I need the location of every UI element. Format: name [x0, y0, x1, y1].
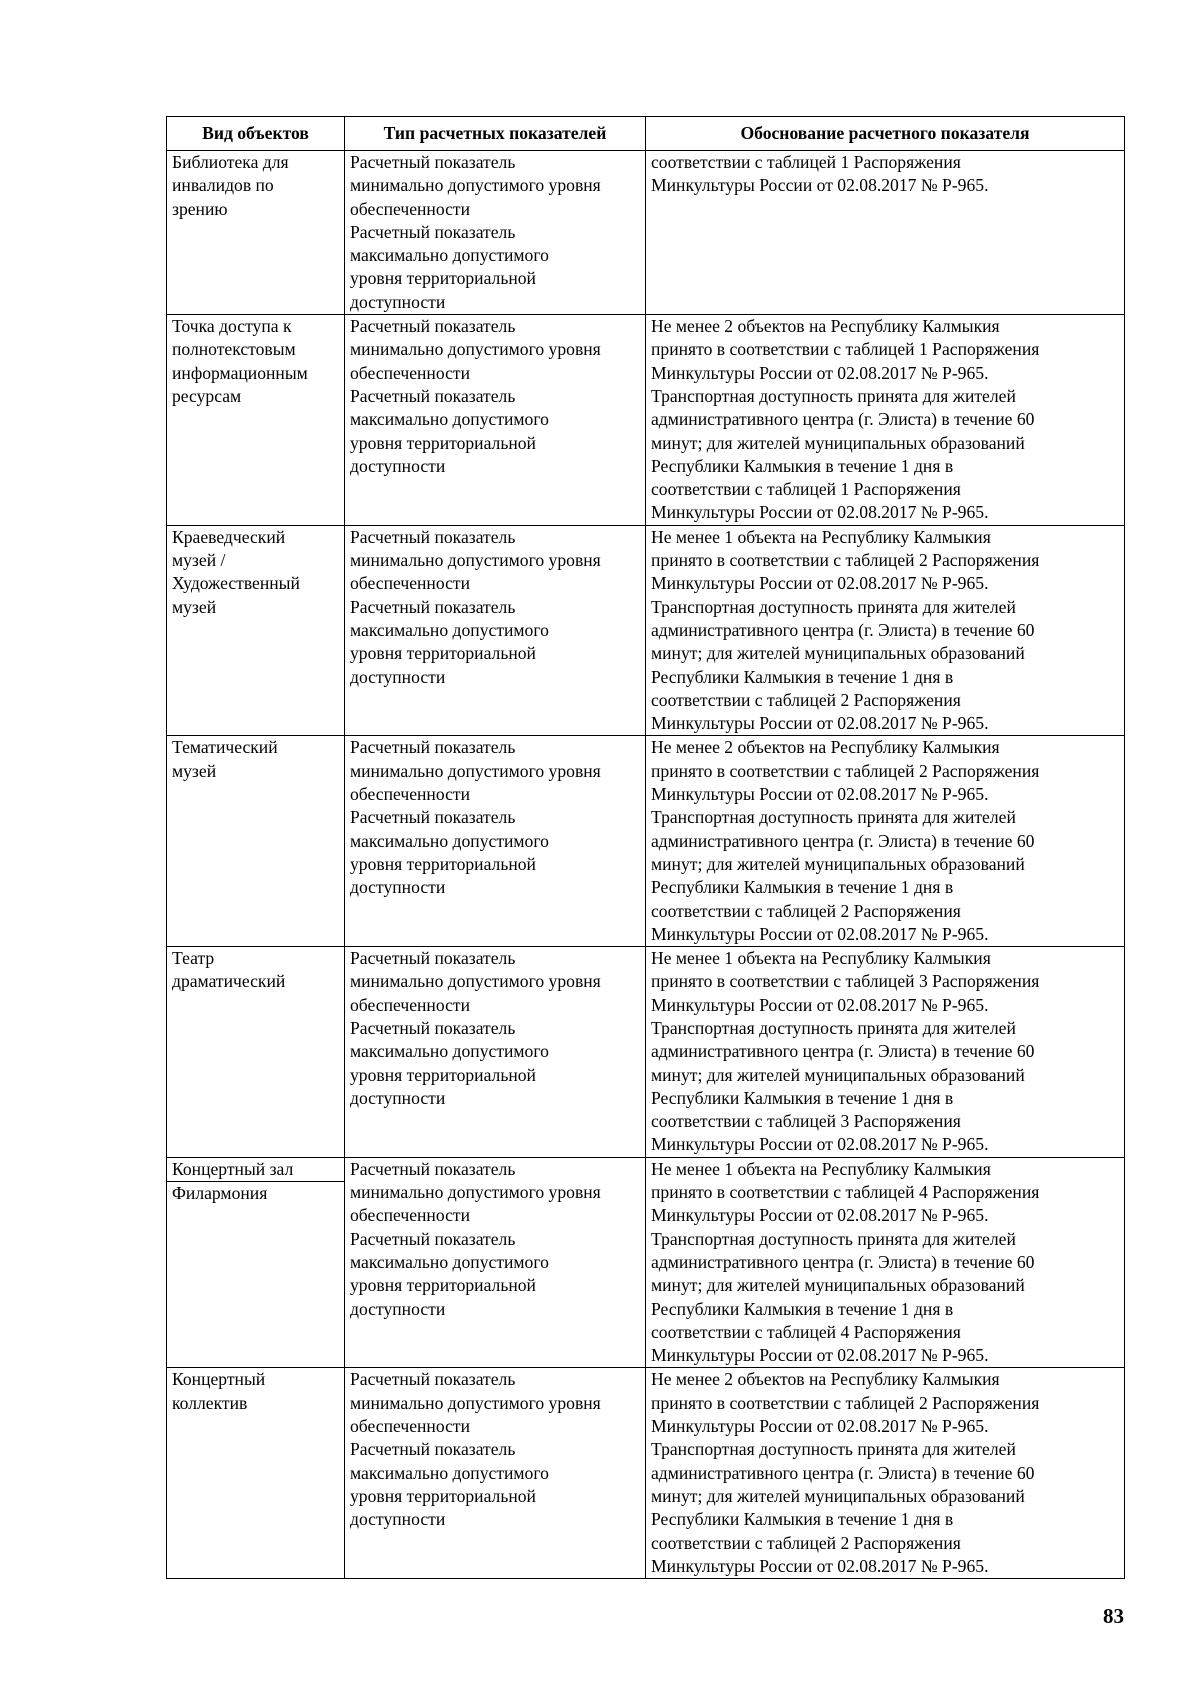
- indicator-type-cell: Расчетный показатель минимально допустимого уровня обеспеченности Расчетный показатель максимально допустимого уровня территориальной доступности: [345, 1157, 646, 1368]
- indicator-type-cell: Расчетный показатель минимально допустимого уровня обеспеченности Расчетный показатель максимально допустимого уровня территориальной доступности: [345, 525, 646, 736]
- indicator-basis-cell: соответствии с таблицей 1 Распоряжения Минкультуры России от 02.08.2017 № Р-965.: [646, 151, 1125, 315]
- object-kind-cell: Концертный коллектив: [167, 1368, 345, 1579]
- indicators-table: [166, 116, 1125, 1579]
- page-number: 83: [1103, 1604, 1124, 1628]
- object-kind-philharmonic: Филармония: [172, 1183, 268, 1204]
- table-row: [167, 947, 1125, 1158]
- indicator-type-cell: Расчетный показатель минимально допустимого уровня обеспеченности Расчетный показатель максимально допустимого уровня территориальной доступности: [345, 1368, 646, 1579]
- object-kind-cell: [167, 1157, 345, 1368]
- table-row: [167, 525, 1125, 736]
- indicator-basis-cell: Не менее 1 объекта на Республику Калмыкия принято в соответствии с таблицей 2 Распоряжения Минкультуры России от 02.08.2017 № Р-965. Транспортная доступность принята для жителей административного центра (г. Элиста) в течение 60 минут; для жителей муниципальных образований Республики Калмыкия в течение 1 дня в соответствии с таблицей 2 Распоряжения Минкультуры России от 02.08.2017 № Р-965.: [646, 525, 1125, 736]
- indicator-basis-cell: Не менее 2 объектов на Республику Калмыкия принято в соответствии с таблицей 2 Распоряжения Минкультуры России от 02.08.2017 № Р-965. Транспортная доступность принята для жителей административного центра (г. Элиста) в течение 60 минут; для жителей муниципальных образований Республики Калмыкия в течение 1 дня в соответствии с таблицей 2 Распоряжения Минкультуры России от 02.08.2017 № Р-965.: [646, 736, 1125, 947]
- indicator-basis-cell: Не менее 1 объекта на Республику Калмыкия принято в соответствии с таблицей 3 Распоряжения Минкультуры России от 02.08.2017 № Р-965. Транспортная доступность принята для жителей административного центра (г. Элиста) в течение 60 минут; для жителей муниципальных образований Республики Калмыкия в течение 1 дня в соответствии с таблицей 3 Распоряжения Минкультуры России от 02.08.2017 № Р-965.: [646, 947, 1125, 1158]
- indicator-type-cell: Расчетный показатель минимально допустимого уровня обеспеченности Расчетный показатель максимально допустимого уровня территориальной доступности: [345, 151, 646, 315]
- header-indicator-type: Тип расчетных показателей: [345, 117, 646, 151]
- object-kind-concert-hall: Концертный зал: [167, 1158, 344, 1182]
- table-header-row: [167, 117, 1125, 151]
- indicator-type-cell: Расчетный показатель минимально допустимого уровня обеспеченности Расчетный показатель максимально допустимого уровня территориальной доступности: [345, 315, 646, 526]
- table-row: [167, 736, 1125, 947]
- indicator-type-cell: Расчетный показатель минимально допустимого уровня обеспеченности Расчетный показатель максимально допустимого уровня территориальной доступности: [345, 736, 646, 947]
- table-row: [167, 1157, 1125, 1368]
- header-object-kind: Вид объектов: [167, 117, 345, 151]
- header-indicator-basis: Обоснование расчетного показателя: [646, 117, 1125, 151]
- object-kind-cell: Краеведческий музей / Художественный музей: [167, 525, 345, 736]
- object-kind-cell: Точка доступа к полнотекстовым информационным ресурсам: [167, 315, 345, 526]
- indicator-basis-cell: Не менее 2 объектов на Республику Калмыкия принято в соответствии с таблицей 2 Распоряжения Минкультуры России от 02.08.2017 № Р-965. Транспортная доступность принята для жителей административного центра (г. Элиста) в течение 60 минут; для жителей муниципальных образований Республики Калмыкия в течение 1 дня в соответствии с таблицей 2 Распоряжения Минкультуры России от 02.08.2017 № Р-965.: [646, 1368, 1125, 1579]
- object-kind-cell: Тематический музей: [167, 736, 345, 947]
- object-kind-cell: Библиотека для инвалидов по зрению: [167, 151, 345, 315]
- indicator-basis-cell: Не менее 2 объектов на Республику Калмыкия принято в соответствии с таблицей 1 Распоряжения Минкультуры России от 02.08.2017 № Р-965. Транспортная доступность принята для жителей административного центра (г. Элиста) в течение 60 минут; для жителей муниципальных образований Республики Калмыкия в течение 1 дня в соответствии с таблицей 1 Распоряжения Минкультуры России от 02.08.2017 № Р-965.: [646, 315, 1125, 526]
- table-row: [167, 315, 1125, 526]
- table-row: [167, 151, 1125, 315]
- indicator-type-cell: Расчетный показатель минимально допустимого уровня обеспеченности Расчетный показатель максимально допустимого уровня территориальной доступности: [345, 947, 646, 1158]
- table-row: [167, 1368, 1125, 1579]
- object-kind-cell: Театр драматический: [167, 947, 345, 1158]
- indicator-basis-cell: Не менее 1 объекта на Республику Калмыкия принято в соответствии с таблицей 4 Распоряжения Минкультуры России от 02.08.2017 № Р-965. Транспортная доступность принята для жителей административного центра (г. Элиста) в течение 60 минут; для жителей муниципальных образований Республики Калмыкия в течение 1 дня в соответствии с таблицей 4 Распоряжения Минкультуры России от 02.08.2017 № Р-965.: [646, 1157, 1125, 1368]
